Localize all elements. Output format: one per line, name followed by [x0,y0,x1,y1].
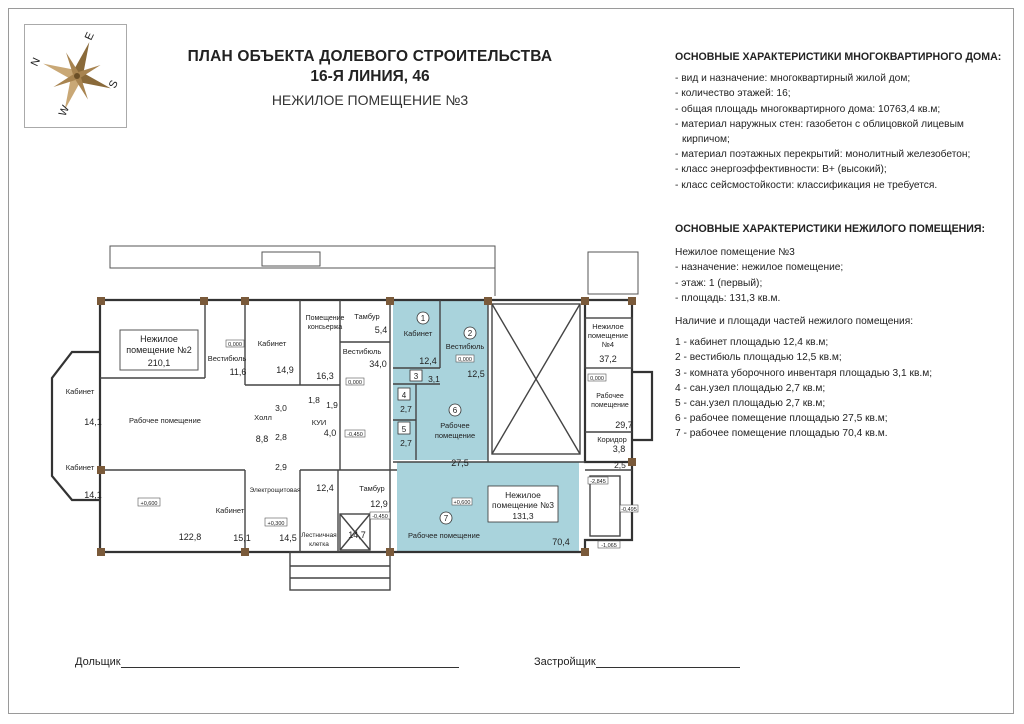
tambur-bottom-area: 12,9 [370,499,388,509]
koridor-area: 3,8 [612,444,626,454]
room-7-name: Рабочее помещение [408,531,480,540]
level-right-3: -1,065 [601,543,617,549]
vestibul-left-area: 11,6 [229,367,247,377]
room-5-number: 5 [401,425,407,434]
nz4-title: Нежилое [592,322,624,331]
level-vc: 0,000 [348,380,362,386]
nz2-area: 210,1 [147,358,171,368]
b-area: 14,5 [279,533,297,543]
nz2-title: Нежилое [140,334,178,344]
building-info-item: - количество этажей: 16; [675,88,791,100]
kabinet-bl-area: 122,8 [178,532,202,542]
room-6-name-1: Рабочее [440,421,470,430]
room-1-number: 1 [420,314,426,323]
building-info-heading: ОСНОВНЫЕ ХАРАКТЕРИСТИКИ МНОГОКВАРТИРНОГО ДОМА: [675,51,1002,63]
level-b: +0,300 [267,521,285,527]
room-7-number: 7 [443,514,449,523]
premises-info-item: - назначение: нежилое помещение; [675,262,844,274]
building-info-item: - общая площадь многоквартирного дома: 10763,4 кв.м; [675,103,941,115]
level-r2: 0,000 [458,357,472,363]
kabinet-top-label: Кабинет [257,339,287,348]
rab-right-label-1: Рабочее [596,393,624,400]
kabinet-left-1-area: 14,1 [84,417,102,427]
signature-participant-line[interactable] [121,667,459,668]
room-5-area: 2,7 [400,438,412,448]
building-info-item: - материал наружных стен: газобетон с облицовкой лицевым [675,118,964,130]
signature-developer-label: Застройщик [534,656,596,668]
kui-label: КУИ [311,418,327,427]
nz3-title: Нежилое [505,490,541,500]
vestibul-center-area: 34,0 [369,359,387,369]
premises-part-item: 6 - рабочее помещение площадью 27,5 кв.м; [675,413,888,425]
room-6-number: 6 [452,406,458,415]
signature-developer-line[interactable] [596,667,740,668]
title-line-1: ПЛАН ОБЪЕКТА ДОЛЕВОГО СТРОИТЕЛЬСТВА [187,48,553,65]
area-2-9: 2,9 [275,462,287,472]
nz4-subtitle-2: №4 [601,340,615,349]
room-6-area: 27,5 [451,458,469,468]
premises-info-item: - этаж: 1 (первый); [675,277,763,289]
building-info-item: - материал поэтажных перекрытий: монолитный железобетон; [675,149,971,161]
rab-right-area: 29,7 [615,420,633,430]
level-nz4: 0,000 [590,376,604,382]
building-info-item: кирпичом; [682,134,730,146]
room-2-name: Вестибюль [445,342,485,351]
plan-steps-top [262,252,320,266]
nz2-subtitle: помещение №2 [126,345,192,355]
room-4-area: 2,7 [400,404,412,414]
konsierzh-label-1: Помещение [305,315,345,322]
kabinet-top-area: 14,9 [276,365,294,375]
tambur-top-label: Тамбур [354,312,380,321]
room-1-area: 12,4 [419,356,437,366]
tambur-bottom-label: Тамбур [359,484,385,493]
compass-e-label: E [82,30,97,43]
holl-area: 8,8 [255,434,269,444]
kabinet-left-2-label: Кабинет [65,463,95,472]
kabinet-bottom-label: Кабинет [215,506,245,515]
room-6-name-2: помещение [434,431,476,440]
room-3-number: 3 [413,372,419,381]
premises-info-item: - площадь: 131,3 кв.м. [675,292,781,304]
premises-part-item: 5 - сан.узел площадью 2,7 кв.м; [675,398,826,410]
signature-participant [75,656,459,668]
signature-developer [534,656,740,668]
konsierzh-area: 16,3 [316,371,334,381]
kabinet-bottom-area: 15,1 [233,533,251,543]
premises-part-item: 2 - вестибюль площадью 12,5 кв.м; [675,352,842,364]
rab-right-label-2: помещение [591,402,629,409]
premises-parts-heading: Наличие и площади частей нежилого помещения: [675,316,914,328]
title-line-2: 16-Я ЛИНИЯ, 46 [310,68,430,85]
compass-w-label: W [56,103,73,119]
room-1-name: Кабинет [403,329,433,338]
plan-stair-right [588,252,638,294]
vestibul-center-label: Вестибюль [342,347,382,356]
nz4-subtitle: помещение [587,331,629,340]
tambur-top-area: 5,4 [374,325,388,335]
compass-n-label: N [28,55,44,69]
vestibul-left-label: Вестибюль [207,354,247,363]
lest-label-1: Лестничная [301,532,337,539]
level-bl: +0,600 [140,501,158,507]
level-right-1: -2,845 [590,479,606,485]
room-4-number: 4 [401,391,407,400]
building-info-item: - класс сейсмостойкости: классификация не требуется. [675,179,938,191]
level-nz3: +0,600 [453,500,471,506]
kabinet-left-1-label: Кабинет [65,387,95,396]
compass-s-label: S [106,78,121,91]
kabinet-left-2-area: 14,1 [84,490,102,500]
konsierzh-label-2: консьержа [307,324,343,331]
koridor-label: Коридор [597,435,627,444]
premises-part-item: 7 - рабочее помещение площадью 70,4 кв.м. [675,428,888,440]
nz3-area: 131,3 [512,511,534,521]
building-info-item: - вид и назначение: многоквартирный жилой дом; [675,73,911,85]
level-vl: 0,000 [228,342,242,348]
premises-info-item: Нежилое помещение №3 [675,247,795,259]
room-7-area: 70,4 [552,537,570,547]
building-info-item: - класс энергоэффективности: В+ (высокий); [675,164,887,176]
area-2-5: 2,5 [614,460,626,470]
level-c: -0,450 [347,432,363,438]
room-2-area: 12,5 [467,369,485,379]
nz3-subtitle: помещение №3 [492,500,554,510]
level-tb: -0,450 [372,514,388,520]
room-3-area: 3,1 [428,374,440,384]
premises-info-heading: ОСНОВНЫЕ ХАРАКТЕРИСТИКИ НЕЖИЛОГО ПОМЕЩЕНИЯ: [675,223,986,235]
premises-part-item: 3 - комната уборочного инвентаря площадью 3,1 кв.м; [675,367,933,379]
rabochee-left-label: Рабочее помещение [129,416,201,425]
lest-area: 14,7 [348,530,366,540]
area-3-0: 3,0 [275,403,287,413]
area-1-8: 1,8 [308,395,320,405]
area-12-4: 12,4 [316,483,334,493]
kui-area: 4,0 [323,428,337,438]
signature-participant-label: Дольщик [75,656,121,668]
level-right-2: -0,495 [621,507,637,513]
nz4-area: 37,2 [599,354,617,364]
holl-label: Холл [254,413,272,422]
area-2-8: 2,8 [275,432,287,442]
plan-canopy [110,246,495,268]
title-line-3: НЕЖИЛОЕ ПОМЕЩЕНИЕ №3 [271,92,469,108]
premises-part-item: 1 - кабинет площадью 12,4 кв.м; [675,337,829,349]
area-1-9: 1,9 [326,400,338,410]
premises-part-item: 4 - сан.узел площадью 2,7 кв.м; [675,382,826,394]
elektro-label: Электрощитовая [249,487,301,494]
room-2-number: 2 [467,329,473,338]
lest-label-2: клетка [309,541,329,548]
